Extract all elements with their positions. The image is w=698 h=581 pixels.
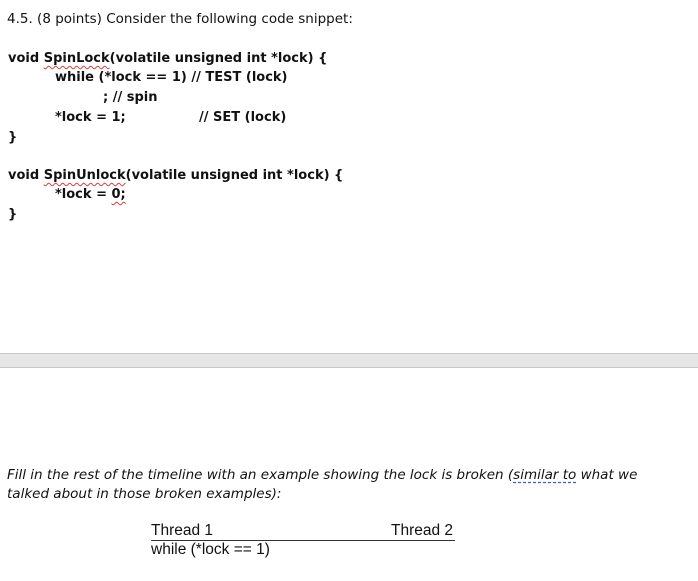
- unlock-value: 0;: [111, 187, 126, 202]
- thread1-row-1: while (*lock == 1): [151, 541, 270, 558]
- unlock-statement: [55, 187, 126, 203]
- instruction-line-2: talked about in those broken examples):: [7, 486, 282, 502]
- spinunlock-function-name: SpinUnlock: [43, 168, 126, 183]
- spinunlock-params: (volatile unsigned int *lock) {: [125, 168, 344, 183]
- set-statement: *lock = 1;: [55, 110, 126, 125]
- void-keyword: void: [8, 51, 44, 66]
- while-test-line: while (*lock == 1) // TEST (lock): [55, 70, 288, 85]
- thread1-header: Thread 1: [151, 522, 214, 539]
- spinlock-params: (volatile unsigned int *lock) {: [109, 51, 328, 66]
- spinunlock-signature: [8, 168, 343, 184]
- void-keyword-2: void: [8, 168, 44, 183]
- closing-brace-2: }: [8, 207, 18, 222]
- spin-line: ; // spin: [103, 90, 158, 105]
- set-comment: // SET (lock): [199, 110, 287, 125]
- unlock-assign: *lock =: [55, 187, 112, 202]
- page-separator: [0, 353, 698, 368]
- instruction-line-1: [7, 467, 637, 483]
- instruction-part-b: what we: [576, 467, 638, 483]
- thread2-header: Thread 2: [391, 522, 454, 539]
- spinlock-signature: [8, 51, 327, 67]
- instruction-part-a: Fill in the rest of the timeline with an example showing the lock is broken (: [7, 467, 514, 483]
- question-text: 4.5. (8 points) Consider the following code snippet:: [7, 11, 353, 27]
- instruction-dashed-phrase: similar to: [513, 467, 577, 483]
- closing-brace-1: }: [8, 130, 18, 145]
- spinlock-function-name: SpinLock: [43, 51, 110, 66]
